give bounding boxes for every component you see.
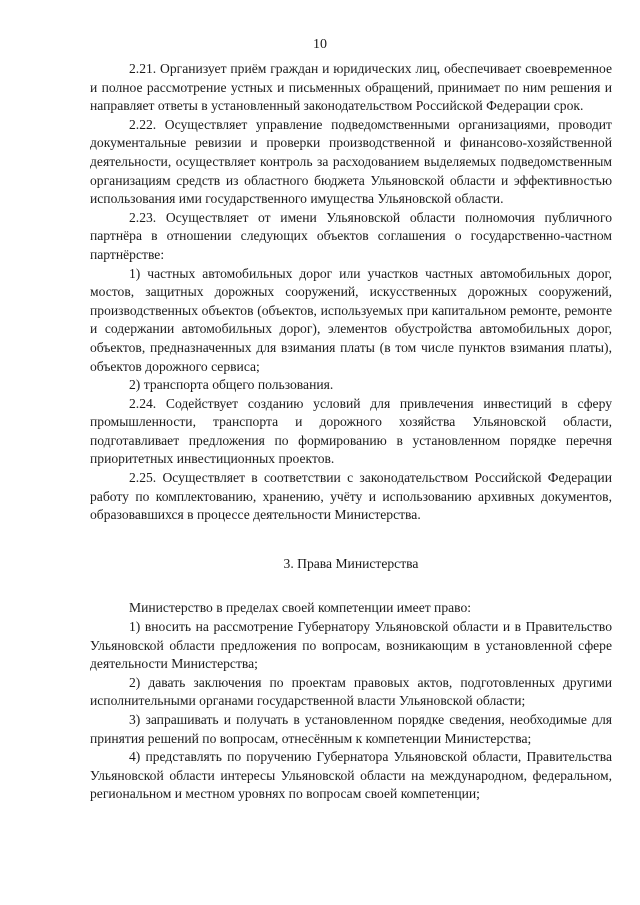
paragraph-2-23-item-2: 2) транспорта общего пользования. <box>129 377 334 393</box>
paragraph-2-21: 2.21. Организует приём граждан и юридических лиц, обеспечивает своевременное и полное рассмотрение устных и письменных обращений, принимает по ним решения и направляет ответы в установленный законодательством Российской Федерации срок. <box>90 61 612 114</box>
paragraph-2-23-item-1: 1) частных автомобильных дорог или участков частных автомобильных дорог, мостов, защитных дорожных сооружений, искусственных дорожных сооружений, производственных объектов (объектов, используемых при капитальном ремонте, ремонте и содержании автомобильных дорог), элементов обустройства автомобильных дорог, объектов, предназначенных для взимания платы (в том числе пунктов взимания платы), объектов дорожного сервиса; <box>90 265 612 374</box>
rights-item-1: 1) вносить на рассмотрение Губернатору Ульяновской области и в Правительство Ульяновской области предложения по вопросам, возникающим в установленной сфере деятельности Министерства; <box>90 619 612 672</box>
rights-item-4: 4) представлять по поручению Губернатора Ульяновской области, Правительства Ульяновской области интересы Ульяновской области на международном, федеральном, региональном и местном уровнях по вопросам своей компетенции; <box>90 749 612 802</box>
rights-item-2: 2) давать заключения по проектам правовых актов, подготовленных другими исполнительными органами государственной власти Ульяновской области; <box>90 674 612 709</box>
rights-item-3: 3) запрашивать и получать в установленном порядке сведения, необходимые для принятия решений по вопросам, отнесённым к компетенции Министерства; <box>90 712 612 746</box>
page-number: 10 <box>313 37 327 52</box>
document-body <box>90 60 612 804</box>
section-title: 3. Права Министерства <box>283 555 419 571</box>
paragraph-2-24: 2.24. Содействует созданию условий для привлечения инвестиций в сферу промышленности, транспорта и дорожного хозяйства Ульяновской области, подготавливает предложения по формированию в установленном порядке перечня приоритетных инвестиционных проектов. <box>90 395 612 467</box>
rights-intro: Министерство в пределах своей компетенции имеет право: <box>129 600 472 616</box>
paragraph-2-22: 2.22. Осуществляет управление подведомственными организациями, проводит документальные ревизии и проверки производственной и финансово-хозяйственной деятельности, осуществляет контроль за расходованием выделяемых подведомственным организациям средств из областного бюджета Ульяновской области и эффективностью использования ими государственного имущества Ульяновской области. <box>90 116 612 207</box>
paragraph-2-23: 2.23. Осуществляет от имени Ульяновской области полномочия публичного партнёра в отношении следующих объектов соглашения о государственно-частном партнёрстве: <box>90 209 612 262</box>
paragraph-2-25: 2.25. Осуществляет в соответствии с законодательством Российской Федерации работу по комплектованию, хранению, учёту и использованию архивных документов, образовавшихся в процессе деятельности Министерства. <box>90 470 612 523</box>
